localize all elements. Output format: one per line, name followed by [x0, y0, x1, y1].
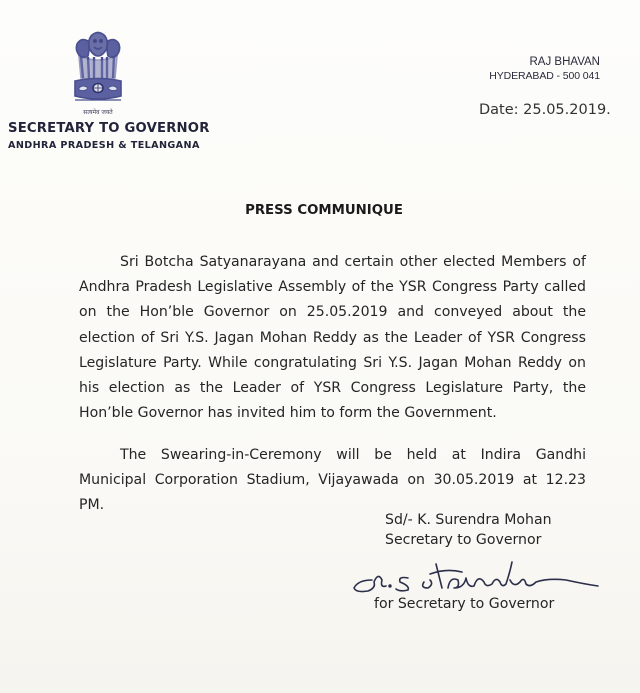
address-line-1: RAJ BHAVAN [529, 56, 600, 68]
document-title: PRESS COMMUNIQUE [245, 203, 403, 218]
body-paragraph-2: The Swearing-in-Ceremony will be held at Indira Gandhi Municipal Corporation Stadium, Vijayawada on 30.05.2019 at 12.23 PM. [79, 447, 586, 514]
signatory-designation: Secretary to Governor [385, 532, 542, 548]
handwritten-signature-icon [350, 558, 605, 598]
address-line-2: HYDERABAD - 500 041 [489, 70, 600, 82]
body-paragraph-1: Sri Botcha Satyanarayana and certain other elected Members of Andhra Pradesh Legislative Assembly of the YSR Congress Party called on the Hon’ble Governor on 25.05.2019 and conveyed about the election of Sri Y.S. Jagan Mohan Reddy as the Leader of YSR Congress Legislature Party. While congratulating Sri Y.S. Jagan Mohan Reddy on his election as the Leader of YSR Congress Legislature Party, the Hon’ble Governor has invited him to form the Government. [79, 254, 586, 422]
address-block [489, 55, 600, 83]
for-secretary-line: for Secretary to Governor [374, 596, 555, 612]
signed-by-line: Sd/- K. Surendra Mohan [385, 512, 552, 528]
office-title: SECRETARY TO GOVERNOR [8, 121, 210, 136]
signatory-block [385, 510, 552, 550]
letter-date: Date: 25.05.2019. [479, 102, 611, 118]
national-emblem-icon [69, 26, 127, 108]
emblem-motto: सत्यमेव जयते [83, 109, 113, 116]
office-subtitle: ANDHRA PRADESH & TELANGANA [8, 140, 200, 151]
